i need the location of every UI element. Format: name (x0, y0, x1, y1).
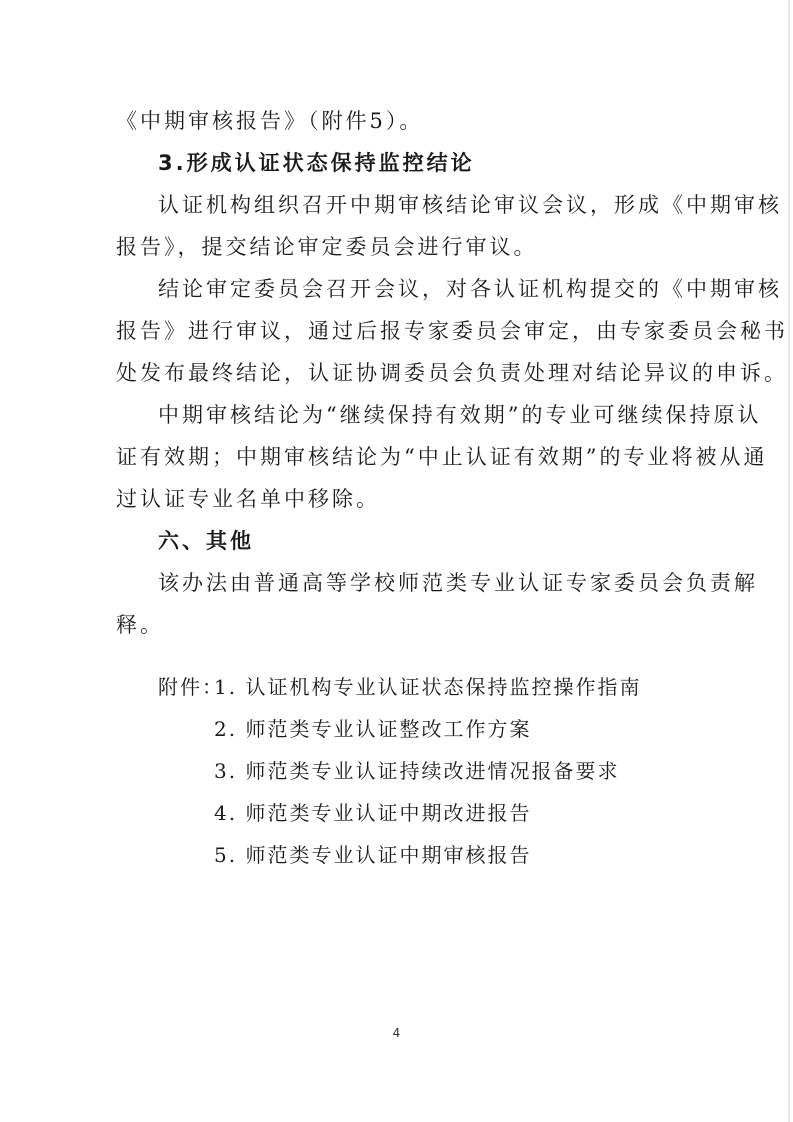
paragraph-line: 释。 (116, 613, 164, 637)
paragraph-line: 认证机构组织召开中期审核结论审议会议，形成《中期审核 (158, 193, 782, 217)
paragraph-line: 中期审核结论为“继续保持有效期”的专业可继续保持原认 (158, 403, 762, 427)
paragraph-continuation: 《中期审核报告》（附件5）。 (116, 109, 424, 133)
attachment-item-2: 2. 师范类专业认证整改工作方案 (214, 717, 532, 741)
section-heading-3: 3.形成认证状态保持监控结论 (158, 151, 475, 175)
attachment-item-1: 1. 认证机构专业认证状态保持监控操作指南 (214, 675, 642, 699)
attachment-item-4: 4. 师范类专业认证中期改进报告 (214, 801, 532, 825)
page-number: 4 (392, 1026, 401, 1040)
page-edge-scan-mark (788, 0, 790, 1122)
paragraph-line: 报告》，提交结论审定委员会进行审议。 (116, 235, 538, 259)
paragraph-line: 结论审定委员会召开会议，对各认证机构提交的《中期审核 (158, 277, 782, 301)
paragraph-line: 过认证专业名单中移除。 (116, 487, 380, 511)
attachment-item-5: 5. 师范类专业认证中期审核报告 (214, 843, 532, 867)
attachment-item-3: 3. 师范类专业认证持续改进情况报备要求 (214, 759, 620, 783)
paragraph-line: 报告》进行审议，通过后报专家委员会审定，由专家委员会秘书 (116, 319, 788, 343)
paragraph-line: 证有效期；中期审核结论为“中止认证有效期”的专业将被从通 (116, 445, 768, 469)
paragraph-line: 处发布最终结论，认证协调委员会负责处理对结论异议的申诉。 (116, 361, 788, 385)
paragraph-line: 该办法由普通高等学校师范类专业认证专家委员会负责解 (158, 571, 758, 595)
section-heading-6: 六、其他 (158, 529, 254, 553)
attachments-label: 附件： (158, 675, 224, 699)
